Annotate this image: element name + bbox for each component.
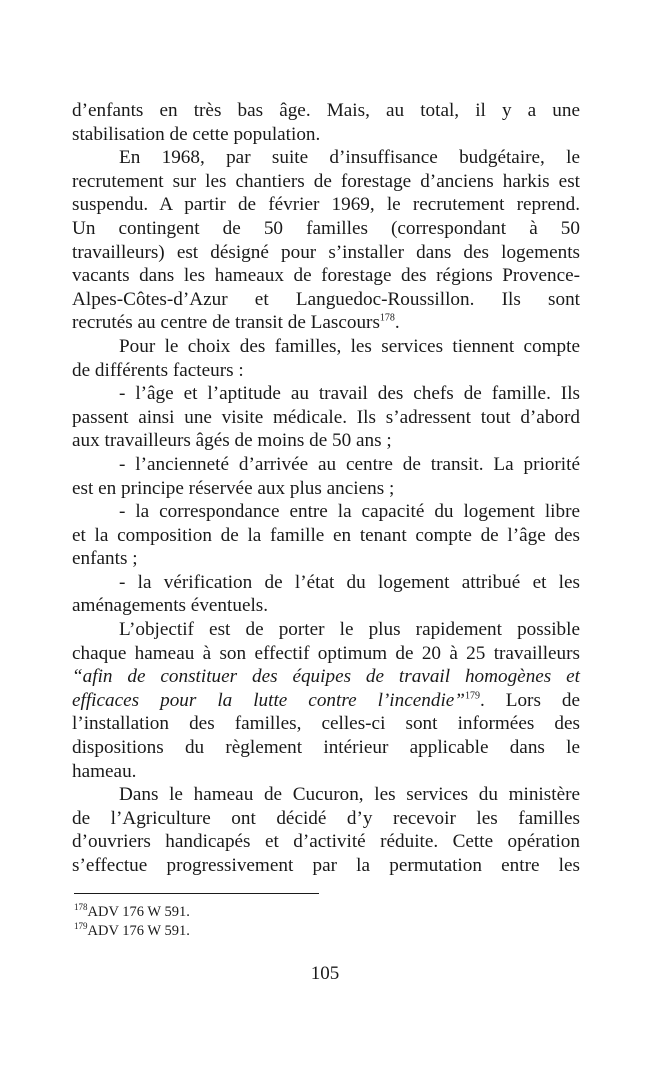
text-line: passent ainsi une visite médicale. Ils s’adressent tout d’abord [72,406,580,428]
text-line: de différents facteurs : [72,359,244,381]
quote-text: “afin de constituer des équipes de travail homogènes et [72,666,580,688]
text-line [72,689,580,713]
footnote [74,903,190,922]
text-line: En 1968, par suite d’insuffisance budgétaire, le [119,147,580,169]
text-line: L’objectif est de porter le plus rapidement possible [119,619,580,641]
text-line: aménagements éventuels. [72,595,269,617]
text-line: de l’Agriculture ont décidé d’y recevoir les familles [72,807,580,829]
footnotes [74,903,190,941]
text-line: travailleurs) est désigné pour s’installer dans des logements [72,241,580,263]
footnote [74,922,190,941]
footnote-ref: 178 [379,312,395,324]
footnote-text: ADV 176 W 591. [87,923,190,939]
text-line: hameau. [72,760,137,782]
text-line [72,665,580,689]
text-fragment: . Lors de [479,689,580,711]
text-line: l’installation des familles, celles-ci sont informées des [72,713,580,735]
text-line: - l’âge et l’aptitude au travail des chefs de famille. Ils [119,383,580,405]
text-line: enfants ; [72,548,138,570]
text-line: - l’ancienneté d’arrivée au centre de transit. La priorité [119,453,580,475]
paragraph [72,146,580,335]
text-line: Un contingent de 50 familles (correspondant à 50 [72,217,580,239]
text-line: et la composition de la famille en tenant compte de l’âge des [72,524,580,546]
footnote-divider [74,893,319,894]
page-body [72,99,580,878]
text-line: Alpes-Côtes-d’Azur et Languedoc-Roussillon. Ils sont [72,288,580,310]
text-line: chaque hameau à son effectif optimum de 20 à 25 travailleurs [72,642,580,664]
text-line: suspendu. A partir de février 1969, le recrutement reprend. [72,194,580,216]
paragraph [72,335,580,618]
text-line: aux travailleurs âgés de moins de 50 ans ; [72,430,392,452]
text-line: est en principe réservée aux plus anciens ; [72,477,395,499]
page-number: 105 [310,963,340,984]
paragraph [72,618,580,783]
paragraph [72,783,580,877]
text-line: Pour le choix des familles, les services tiennent compte [119,335,580,357]
footnote-text: ADV 176 W 591. [87,904,190,920]
text-line: stabilisation de cette population. [72,123,321,145]
text-fragment: . [394,312,400,334]
quote-text: efficaces pour la lutte contre l’incendie” [72,689,465,711]
text-line: d’ouvriers handicapés et d’activité réduite. Cette opération [72,831,580,853]
text-line [72,311,580,335]
text-line: - la vérification de l’état du logement attribué et les [119,571,580,593]
text-line: vacants dans les hameaux de forestage des régions Provence- [72,265,580,287]
footnote-ref: 179 [464,690,480,702]
text-line: Dans le hameau de Cucuron, les services du ministère [119,784,580,806]
footnote-number: 178 [74,902,88,913]
text-line: s’effectue progressivement par la permutation entre les [72,855,580,876]
footnote-number: 179 [74,921,88,932]
text-fragment: recrutés au centre de transit de Lascours [72,312,380,334]
text-line: dispositions du règlement intérieur applicable dans le [72,737,580,759]
text-line: - la correspondance entre la capacité du logement libre [119,501,580,523]
text-line: d’enfants en très bas âge. Mais, au total, il y a une [72,100,580,121]
paragraph [72,99,580,146]
text-line: recrutement sur les chantiers de forestage d’anciens harkis est [72,170,580,192]
